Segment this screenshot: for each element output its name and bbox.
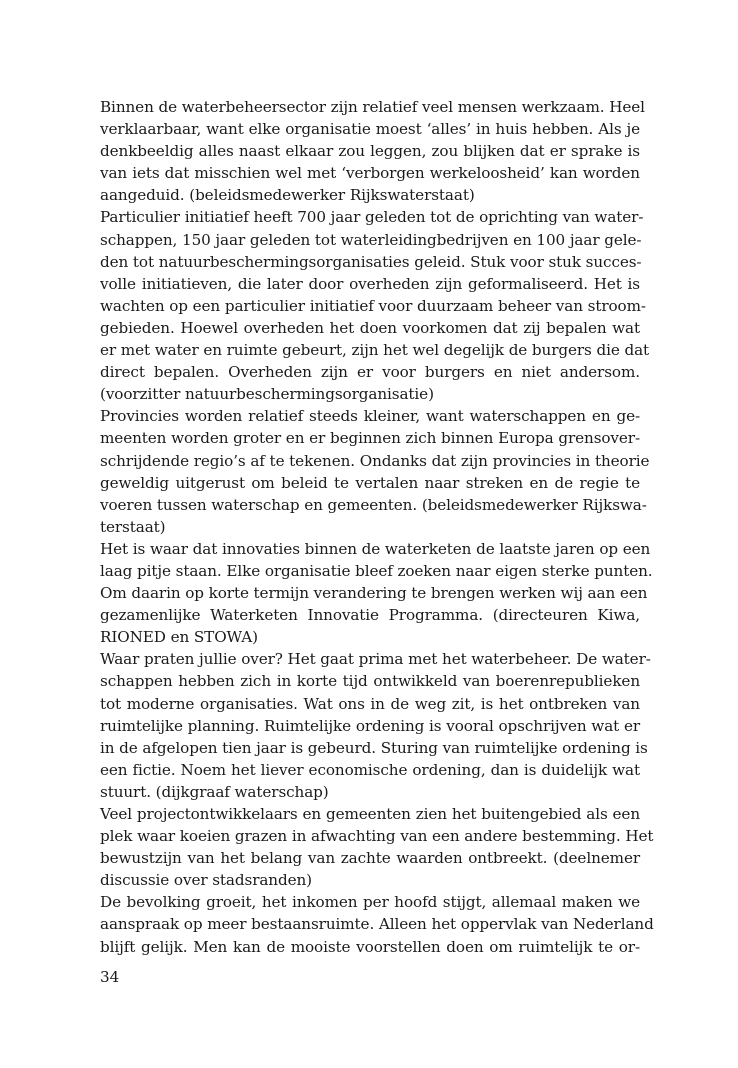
page-number: 34 [100, 968, 120, 986]
text-line: den tot natuurbeschermingsorganisaties geleid. Stuk voor stuk succes- [100, 252, 642, 271]
text-line: Provincies worden relatief steeds kleiner, want waterschappen en ge- [100, 407, 640, 426]
text-line: schrijdende regio’s af te tekenen. Ondanks dat zijn provincies in theorie [100, 451, 650, 470]
text-line: (voorzitter natuurbeschermingsorganisatie) [100, 385, 434, 404]
text-line: blijft gelijk. Men kan de mooiste voorstellen doen om ruimtelijk te or- [100, 937, 640, 956]
paragraph [100, 206, 650, 405]
text-line: aangeduid. (beleidsmedewerker Rijkswaterstaat) [100, 186, 475, 205]
paragraph [100, 891, 654, 957]
text-line: een fictie. Noem het liever economische ordening, dan is duidelijk wat [100, 760, 640, 779]
text-line: De bevolking groeit, het inkomen per hoofd stijgt, allemaal maken we [100, 893, 640, 912]
text-line: van iets dat misschien wel met ‘verborgen werkeloosheid’ kan worden [100, 164, 640, 183]
text-line: er met water en ruimte gebeurt, zijn het wel degelijk de burgers die dat [100, 341, 650, 360]
paragraph [100, 538, 653, 648]
text-line: wachten op een particulier initiatief voor duurzaam beheer van stroom- [100, 296, 646, 315]
text-line: RIONED en STOWA) [100, 628, 258, 647]
text-line: meenten worden groter en er beginnen zich binnen Europa grensover- [100, 429, 640, 448]
paragraph [100, 648, 651, 803]
text-line: Waar praten jullie over? Het gaat prima met het waterbeheer. De water- [100, 650, 651, 669]
text-line: ruimtelijke planning. Ruimtelijke ordening is vooral opschrijven wat er [100, 716, 640, 735]
text-line: verklaarbaar, want elke organisatie moest ‘alles’ in huis hebben. Als je [100, 120, 640, 139]
page-body [100, 96, 654, 958]
text-line: Het is waar dat innovaties binnen de waterketen de laatste jaren op een [100, 539, 651, 558]
text-line: schappen hebben zich in korte tijd ontwikkeld van boerenrepublieken [100, 672, 640, 691]
text-line: denkbeeldig alles naast elkaar zou leggen, zou blijken dat er sprake is [100, 142, 640, 161]
text-line: gezamenlijke Waterketen Innovatie Programma. (directeuren Kiwa, [100, 606, 640, 625]
paragraph [100, 405, 650, 538]
text-line: aanspraak op meer bestaansruimte. Alleen het oppervlak van Nederland [100, 915, 654, 934]
text-line: Particulier initiatief heeft 700 jaar geleden tot de oprichting van water- [100, 208, 644, 227]
text-line: terstaat) [100, 517, 166, 536]
text-line: Om daarin op korte termijn verandering te brengen werken wij aan een [100, 584, 648, 603]
text-line: Binnen de waterbeheersector zijn relatief veel mensen werkzaam. Heel [100, 98, 645, 116]
text-line: gebieden. Hoewel overheden het doen voorkomen dat zij bepalen wat [100, 318, 640, 337]
text-line: bewustzijn van het belang van zachte waarden ontbreekt. (deelnemer [100, 849, 640, 868]
paragraph [100, 96, 645, 206]
text-line: stuurt. (dijkgraaf waterschap) [100, 782, 329, 801]
text-line: direct bepalen. Overheden zijn er voor burgers en niet andersom. [100, 363, 640, 382]
text-line: tot moderne organisaties. Wat ons in de weg zit, is het ontbreken van [100, 694, 640, 713]
paragraph [100, 803, 654, 891]
text-line: geweldig uitgerust om beleid te vertalen naar streken en de regie te [100, 473, 640, 492]
text-line: volle initiatieven, die later door overheden zijn geformaliseerd. Het is [100, 274, 640, 293]
text-line: voeren tussen waterschap en gemeenten. (beleidsmedewerker Rijkswa- [100, 495, 647, 514]
text-line: plek waar koeien grazen in afwachting van een andere bestemming. Het [100, 827, 654, 846]
text-line: laag pitje staan. Elke organisatie bleef zoeken naar eigen sterke punten. [100, 561, 653, 580]
text-line: Veel projectontwikkelaars en gemeenten zien het buitengebied als een [100, 805, 640, 823]
text-line: discussie over stadsranden) [100, 871, 313, 890]
text-line: schappen, 150 jaar geleden tot waterleidingbedrijven en 100 jaar gele- [100, 230, 642, 249]
text-line: in de afgelopen tien jaar is gebeurd. Sturing van ruimtelijke ordening is [100, 738, 648, 757]
